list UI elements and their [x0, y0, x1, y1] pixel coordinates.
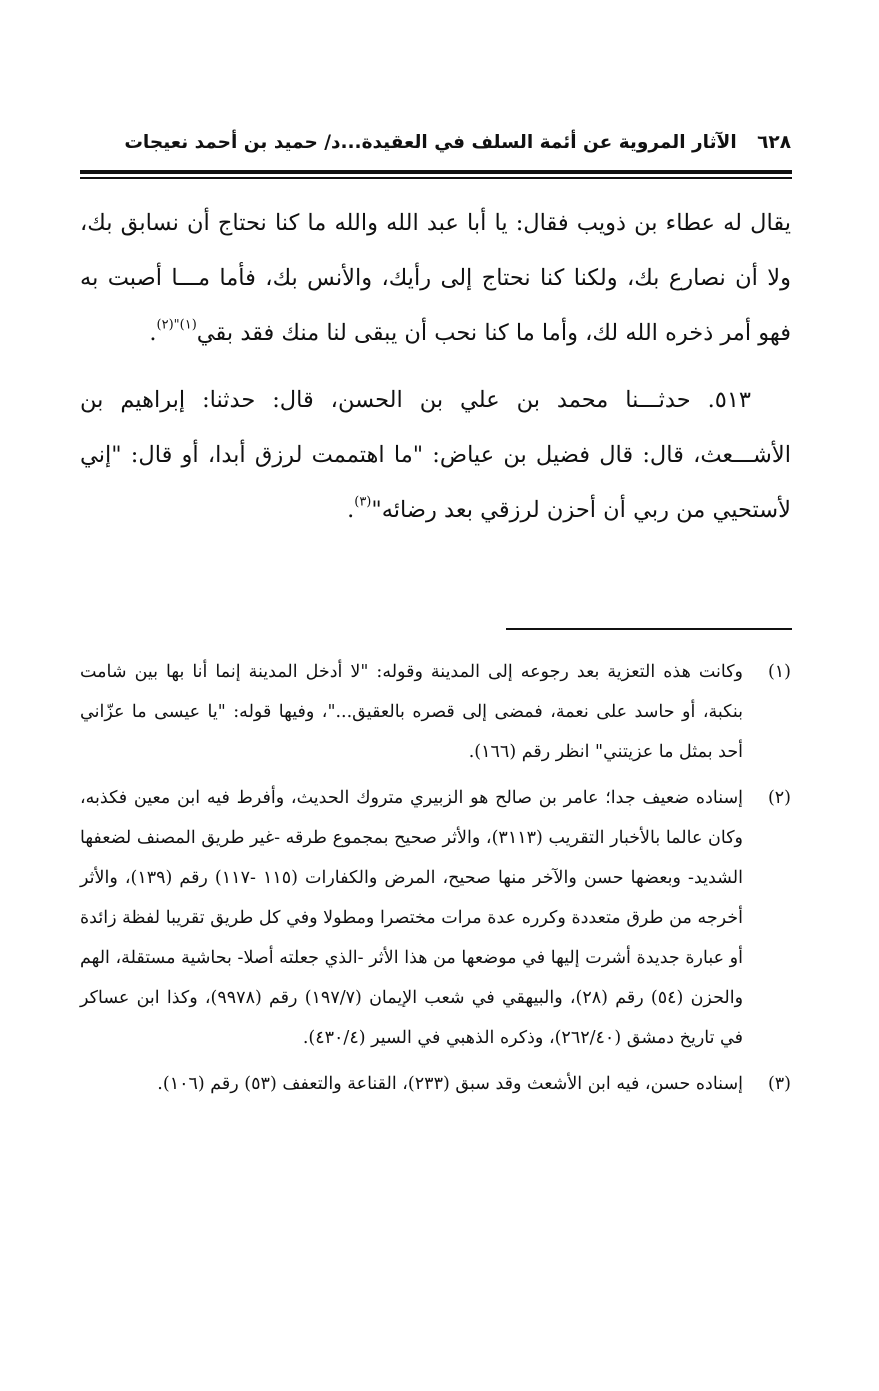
- footnote-text: وكانت هذه التعزية بعد رجوعه إلى المدينة وقوله: "لا أدخل المدينة إنما أنا بها بين شامت بنكبة، أو حاسد على نعمة، فمضى إلى قصره بالعقيق..."، وفيها قوله: "يا عيسى ما عزّاني أحد بمثل ما عزيتني" انظر رقم (١٦٦).: [80, 662, 743, 762]
- footnote-separator: [506, 628, 792, 630]
- paragraph-1: [80, 196, 791, 361]
- footnote-number: (١): [767, 662, 791, 682]
- footnote-number: (٣): [767, 1074, 791, 1094]
- footnotes: [80, 652, 791, 1104]
- footnote-text: إسناده ضعيف جدا؛ عامر بن صالح هو الزبيري متروك الحديث، وأفرط فيه ابن معين فكذبه، وكان عالما بالأخبار التقريب (٣١١٣)، والأثر صحيح بمجموع طرقه -غير طريق المصنف لضعفها الشديد- وبعضها حسن والآخر منها صحيح، المرض والكفارات (١١٥ -١١٧) رقم (١٣٩)، والأثر أخرجه من طرق متعددة وكرره عدة مرات مختصرا ومطولا وفي كل طريق تقريبا لفظة زائدة أو عبارة جديدة أشرت إليها في موضعها من هذا الأثر -الذي جعلته أصلا- بحاشية مستقلة، الهم والحزن (٥٤) رقم (٢٨)، والبيهقي في شعب الإيمان (١٩٧/٧) رقم (٩٩٧٨)، وكذا ابن عساكر في تاريخ دمشق (٢٦٢/٤٠)، وذكره الذهبي في السير (٤٣٠/٤).: [80, 788, 744, 1048]
- running-header: [124, 128, 791, 158]
- paragraph-2-text: ٥١٣. حدثـــنا محمد بن علي بن الحسن، قال: حدثنا: إبراهيم بن الأشـــعث، قال: قال فضيل بن عياض: "ما اهتممت لرزق أبدا، أو قال: "إني لأستحيي من ربي أن أحزن لرزقي بعد رضائه": [80, 387, 791, 523]
- paragraph-2: [80, 373, 791, 538]
- footnote-2: [80, 778, 791, 1058]
- paragraph-2-end: .: [347, 497, 355, 523]
- paragraph-1-text: يقال له عطاء بن ذويب فقال: يا أبا عبد الله والله ما كنا نحتاج أن نسابق بك، ولا أن نصارع بك، ولكنا كنا نحتاج إلى رأيك، والأنس بك، فأما مـــا أصبت به فهو أمر ذخره الله لك، وأما ما كنا نحب أن يبقى لنا منك فقد بقي: [80, 210, 791, 346]
- page-number: ٦٢٨: [757, 132, 791, 153]
- main-text: [80, 196, 791, 538]
- header-rule-thick: [80, 170, 792, 174]
- running-title: الآثار المروية عن أئمة السلف في العقيدة...د/ حميد بن أحمد نعيجات: [124, 132, 737, 153]
- footnote-number: (٢): [767, 788, 791, 808]
- footnote-1: [80, 652, 791, 772]
- footnote-text: إسناده حسن، فيه ابن الأشعث وقد سبق (٢٣٣)، القناعة والتعفف (٥٣) رقم (١٠٦).: [157, 1074, 743, 1094]
- paragraph-1-end: .: [149, 320, 157, 346]
- footnote-ref-3[interactable]: (٣): [354, 494, 372, 510]
- footnote-ref-1-2[interactable]: (١)"(٢): [156, 317, 197, 333]
- footnote-3: [80, 1064, 791, 1104]
- header-rule-thin: [80, 177, 792, 179]
